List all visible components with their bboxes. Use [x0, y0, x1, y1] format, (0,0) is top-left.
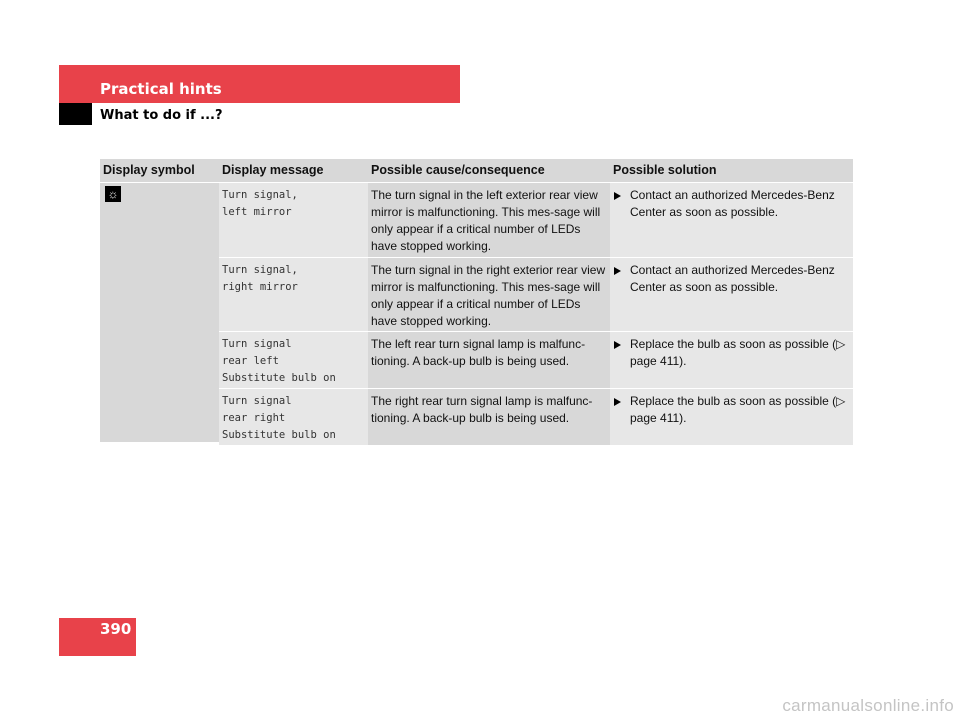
table-row [219, 258, 853, 332]
solution-text: Contact an authorized Mercedes-Benz Center as soon as possible. [630, 188, 835, 219]
possible-solution [610, 183, 853, 257]
page-subtitle: What to do if ...? [100, 108, 223, 123]
bullet-arrow-icon [614, 341, 621, 349]
possible-cause: The left rear turn signal lamp is malfunc-tioning. A back-up bulb is being used. [368, 332, 610, 388]
bullet-arrow-icon [614, 192, 621, 200]
symbol-column [100, 183, 219, 442]
header-possible-cause: Possible cause/consequence [371, 163, 545, 177]
display-message: Turn signal rear right Substitute bulb on [219, 389, 368, 445]
message-rows [219, 183, 853, 445]
possible-cause: The turn signal in the left exterior rear view mirror is malfunctioning. This mes-sage will only appear if a critical number of LEDs have stopped working. [368, 183, 610, 257]
page-number: 390 [100, 620, 132, 638]
bullet-arrow-icon [614, 267, 621, 275]
display-messages-table [100, 159, 853, 445]
turn-signal-bulb-icon: ☼ [105, 186, 121, 202]
section-title: Practical hints [100, 80, 222, 98]
header-display-message: Display message [222, 163, 324, 177]
possible-cause: The right rear turn signal lamp is malfunc-tioning. A back-up bulb is being used. [368, 389, 610, 445]
display-message: Turn signal, right mirror [219, 258, 368, 331]
possible-solution [610, 389, 853, 445]
table-row [219, 389, 853, 445]
table-row [219, 332, 853, 389]
table-row [219, 183, 853, 258]
possible-solution [610, 258, 853, 331]
solution-text: Contact an authorized Mercedes-Benz Center as soon as possible. [630, 263, 835, 294]
possible-cause: The turn signal in the right exterior rear view mirror is malfunctioning. This mes-sage will only appear if a critical number of LEDs have stopped working. [368, 258, 610, 331]
solution-text: Replace the bulb as soon as possible (▷ page 411). [630, 337, 846, 368]
header-possible-solution: Possible solution [613, 163, 717, 177]
table-body [100, 183, 853, 445]
solution-text: Replace the bulb as soon as possible (▷ page 411). [630, 394, 846, 425]
possible-solution [610, 332, 853, 388]
table-header-row [100, 159, 853, 182]
display-message: Turn signal, left mirror [219, 183, 368, 257]
bullet-arrow-icon [614, 398, 621, 406]
watermark: carmanualsonline.info [782, 696, 954, 715]
display-message: Turn signal rear left Substitute bulb on [219, 332, 368, 388]
header-display-symbol: Display symbol [103, 163, 195, 177]
subtitle-marker [59, 103, 92, 125]
